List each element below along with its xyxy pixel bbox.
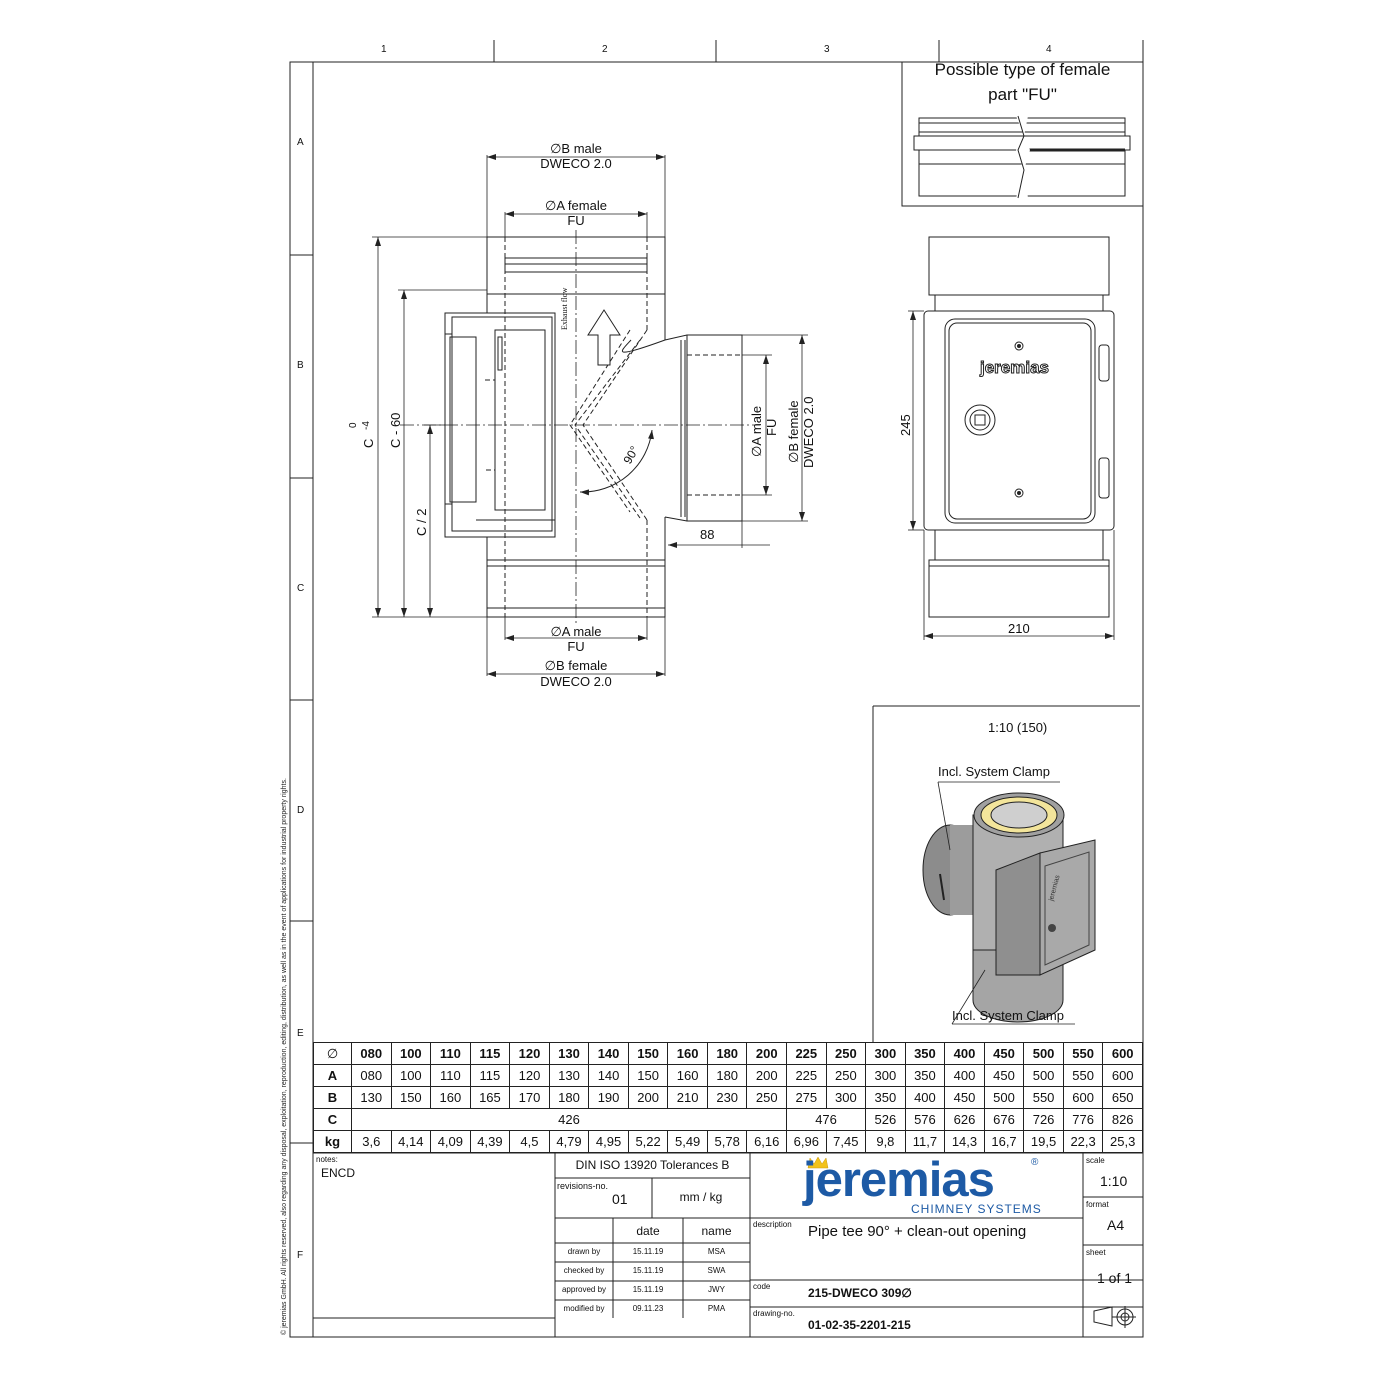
table-cell: 650 — [1103, 1087, 1143, 1109]
diameter-symbol-header: ∅ — [314, 1043, 352, 1065]
table-cell: 25,3 — [1103, 1131, 1143, 1153]
scale-label: scale — [1086, 1156, 1105, 1165]
table-cell: 726 — [1024, 1109, 1064, 1131]
table-cell: 350 — [866, 1087, 906, 1109]
table-cell: 4,79 — [549, 1131, 589, 1153]
dimensions-table — [313, 1042, 1143, 1153]
table-cell: 080 — [352, 1065, 392, 1087]
table-cell: 550 — [1024, 1087, 1064, 1109]
clamp-label-bottom: Incl. System Clamp — [952, 1008, 1064, 1023]
table-cell: 110 — [431, 1065, 471, 1087]
approval-name: MSA — [707, 1247, 726, 1256]
col-label-2: 2 — [602, 44, 608, 55]
row-header-kg: kg — [314, 1131, 352, 1153]
notes-label: notes: — [316, 1155, 338, 1164]
angle-label: 90° — [620, 443, 642, 467]
branch-b-female-label: ∅B female — [786, 400, 801, 463]
diameter-header-cell: 600 — [1103, 1043, 1143, 1065]
diameter-header-cell: 115 — [470, 1043, 510, 1065]
table-cell: 150 — [628, 1065, 668, 1087]
table-cell: 350 — [905, 1065, 945, 1087]
diameter-header-cell: 550 — [1063, 1043, 1103, 1065]
table-cell: 180 — [549, 1087, 589, 1109]
dim-88-label: 88 — [700, 527, 715, 542]
dim-a-female-sub: FU — [567, 213, 585, 228]
table-cell: 4,14 — [391, 1131, 431, 1153]
dim-c-tol-lower: -4 — [361, 421, 372, 430]
date-header: date — [636, 1224, 660, 1238]
drawing-no-value: 01-02-35-2201-215 — [808, 1318, 911, 1332]
diameter-header-cell: 180 — [707, 1043, 747, 1065]
table-cell: 500 — [1024, 1065, 1064, 1087]
female-part-title-line1: Possible type of female — [934, 60, 1111, 79]
diameter-header-cell: 500 — [1024, 1043, 1064, 1065]
dim-b-male-sub: DWECO 2.0 — [540, 156, 612, 171]
table-cell: 5,78 — [707, 1131, 747, 1153]
table-cell: 5,22 — [628, 1131, 668, 1153]
dimension-row-a — [314, 1065, 1143, 1087]
c-value-group-1: 426 — [352, 1109, 787, 1131]
approval-role: drawn by — [567, 1247, 601, 1256]
row-label-a: A — [297, 137, 304, 148]
notes-value: ENCD — [321, 1166, 356, 1180]
col-label-1: 1 — [381, 44, 387, 55]
approval-name: SWA — [707, 1266, 726, 1275]
branch-b-female-sub: DWECO 2.0 — [801, 396, 816, 468]
table-cell: 6,16 — [747, 1131, 787, 1153]
row-label-f: F — [297, 1250, 304, 1261]
code-label: code — [753, 1282, 771, 1291]
diameter-header-cell: 350 — [905, 1043, 945, 1065]
approval-date: 15.11.19 — [632, 1285, 664, 1294]
diameter-header-cell: 225 — [787, 1043, 827, 1065]
format-value: A4 — [1107, 1217, 1125, 1233]
table-cell: 200 — [628, 1087, 668, 1109]
table-cell: 120 — [510, 1065, 550, 1087]
dim-c-minus-60: C - 60 — [388, 412, 403, 448]
table-cell: 275 — [787, 1087, 827, 1109]
table-cell: 225 — [787, 1065, 827, 1087]
table-cell: 676 — [984, 1109, 1024, 1131]
table-cell: 4,5 — [510, 1131, 550, 1153]
name-header: name — [701, 1224, 732, 1238]
diameter-header-cell: 080 — [352, 1043, 392, 1065]
table-cell: 600 — [1103, 1065, 1143, 1087]
company-logo: jeremias — [803, 1153, 994, 1207]
table-cell: 500 — [984, 1087, 1024, 1109]
table-cell: 400 — [945, 1065, 985, 1087]
diameter-header-cell: 110 — [431, 1043, 471, 1065]
table-cell: 4,39 — [470, 1131, 510, 1153]
dim-a-male-bottom-sub: FU — [567, 639, 585, 654]
table-cell: 200 — [747, 1065, 787, 1087]
dimension-row-kg — [314, 1131, 1143, 1153]
dim-b-female-bottom-sub: DWECO 2.0 — [540, 674, 612, 689]
table-cell: 190 — [589, 1087, 629, 1109]
table-cell: 4,09 — [431, 1131, 471, 1153]
table-cell: 300 — [866, 1065, 906, 1087]
female-part-title-line2: part "FU" — [988, 85, 1057, 104]
table-cell: 170 — [510, 1087, 550, 1109]
diameter-header-cell: 300 — [866, 1043, 906, 1065]
dimension-row-b — [314, 1087, 1143, 1109]
table-cell: 230 — [707, 1087, 747, 1109]
scale-value: 1:10 — [1100, 1173, 1128, 1189]
row-label-e: E — [297, 1028, 304, 1039]
table-cell: 826 — [1103, 1109, 1143, 1131]
dim-b-female-bottom-label: ∅B female — [544, 658, 608, 673]
diameter-header-cell: 120 — [510, 1043, 550, 1065]
sheet-label: sheet — [1086, 1248, 1106, 1257]
table-cell: 7,45 — [826, 1131, 866, 1153]
row-header-b: B — [314, 1087, 352, 1109]
table-cell: 150 — [391, 1087, 431, 1109]
approval-role: approved by — [561, 1285, 607, 1294]
clamp-label-top: Incl. System Clamp — [938, 764, 1050, 779]
logo-subtitle: CHIMNEY SYSTEMS — [911, 1202, 1042, 1216]
diameter-header-cell: 100 — [391, 1043, 431, 1065]
dim-c-half: C / 2 — [414, 508, 429, 536]
row-label-c: C — [297, 583, 305, 594]
code-value: 215-DWECO 309∅ — [808, 1286, 912, 1300]
description-value: Pipe tee 90° + clean-out opening — [808, 1223, 1027, 1240]
table-cell: 3,6 — [352, 1131, 392, 1153]
col-label-4: 4 — [1046, 44, 1052, 55]
dim-c-tol-upper: 0 — [348, 422, 359, 428]
table-cell: 11,7 — [905, 1131, 945, 1153]
c-value-group-2: 476 — [787, 1109, 866, 1131]
dim-a-female-label: ∅A female — [545, 198, 607, 213]
approval-date: 09.11.23 — [632, 1304, 664, 1313]
sheet-value: 1 of 1 — [1097, 1270, 1133, 1286]
table-cell: 300 — [826, 1087, 866, 1109]
dim-a-male-bottom-label: ∅A male — [550, 624, 602, 639]
table-cell: 160 — [668, 1065, 708, 1087]
diameter-header-cell: 200 — [747, 1043, 787, 1065]
table-cell: 160 — [431, 1087, 471, 1109]
table-cell: 180 — [707, 1065, 747, 1087]
diameter-header-cell: 450 — [984, 1043, 1024, 1065]
table-cell: 400 — [905, 1087, 945, 1109]
iso-scale-label: 1:10 (150) — [988, 720, 1048, 735]
diameter-header-cell: 250 — [826, 1043, 866, 1065]
branch-a-male-label: ∅A male — [749, 405, 764, 457]
diameter-header-cell: 160 — [668, 1043, 708, 1065]
table-cell: 6,96 — [787, 1131, 827, 1153]
diameter-header-cell: 130 — [549, 1043, 589, 1065]
approval-date: 15.11.19 — [632, 1266, 664, 1275]
format-label: format — [1086, 1200, 1109, 1209]
exhaust-flow-label: Exhaust flow — [560, 287, 569, 330]
dim-b-male-label: ∅B male — [550, 141, 602, 156]
approval-name: JWY — [708, 1285, 725, 1294]
table-cell: 600 — [1063, 1087, 1103, 1109]
table-cell: 4,95 — [589, 1131, 629, 1153]
table-cell: 22,3 — [1063, 1131, 1103, 1153]
table-cell: 450 — [984, 1065, 1024, 1087]
table-cell: 250 — [826, 1065, 866, 1087]
approval-name: PMA — [707, 1304, 726, 1313]
table-cell: 19,5 — [1024, 1131, 1064, 1153]
row-label-d: D — [297, 805, 305, 816]
approval-role: checked by — [563, 1266, 605, 1275]
table-cell: 130 — [549, 1065, 589, 1087]
table-cell: 115 — [470, 1065, 510, 1087]
dim-c-label: C — [361, 438, 376, 448]
branch-a-male-sub: FU — [764, 418, 779, 436]
table-cell: 576 — [905, 1109, 945, 1131]
approval-role: modified by — [563, 1304, 605, 1313]
table-cell: 250 — [747, 1087, 787, 1109]
dim-210-label: 210 — [1008, 621, 1030, 636]
row-label-b: B — [297, 360, 304, 371]
table-cell: 776 — [1063, 1109, 1103, 1131]
door-brand-label: jeremias — [980, 358, 1049, 377]
table-cell: 165 — [470, 1087, 510, 1109]
revisions-label: revisions-no. — [557, 1181, 609, 1191]
tolerance-text: DIN ISO 13920 Tolerances B — [575, 1158, 730, 1172]
col-label-3: 3 — [824, 44, 830, 55]
approval-date: 15.11.19 — [632, 1247, 664, 1256]
table-cell: 100 — [391, 1065, 431, 1087]
diameter-header-cell: 150 — [628, 1043, 668, 1065]
table-cell: 9,8 — [866, 1131, 906, 1153]
units-text: mm / kg — [679, 1190, 723, 1204]
table-cell: 140 — [589, 1065, 629, 1087]
table-cell: 210 — [668, 1087, 708, 1109]
dim-245-label: 245 — [898, 414, 913, 436]
logo-registered-mark: ® — [1031, 1157, 1039, 1168]
iso-door-brand: jeremias — [1048, 874, 1062, 902]
copyright-notice: © jeremias GmbH. All rights reserved, also regarding any disposal, exploitation, reproduction, editing, distribution, as well as in the event of applications for industrial property rights. — [281, 778, 288, 1335]
diameter-header-cell: 140 — [589, 1043, 629, 1065]
row-header-a: A — [314, 1065, 352, 1087]
row-header-c: C — [314, 1109, 352, 1131]
revision-number: 01 — [612, 1191, 628, 1207]
table-cell: 450 — [945, 1087, 985, 1109]
diameter-header-cell: 400 — [945, 1043, 985, 1065]
description-label: description — [753, 1220, 792, 1229]
table-cell: 14,3 — [945, 1131, 985, 1153]
table-cell: 526 — [866, 1109, 906, 1131]
table-cell: 626 — [945, 1109, 985, 1131]
table-cell: 5,49 — [668, 1131, 708, 1153]
table-cell: 16,7 — [984, 1131, 1024, 1153]
dimension-row-c — [314, 1109, 1143, 1131]
dimensions-header-row — [314, 1043, 1143, 1065]
drawing-no-label: drawing-no. — [753, 1309, 795, 1318]
table-cell: 550 — [1063, 1065, 1103, 1087]
table-cell: 130 — [352, 1087, 392, 1109]
